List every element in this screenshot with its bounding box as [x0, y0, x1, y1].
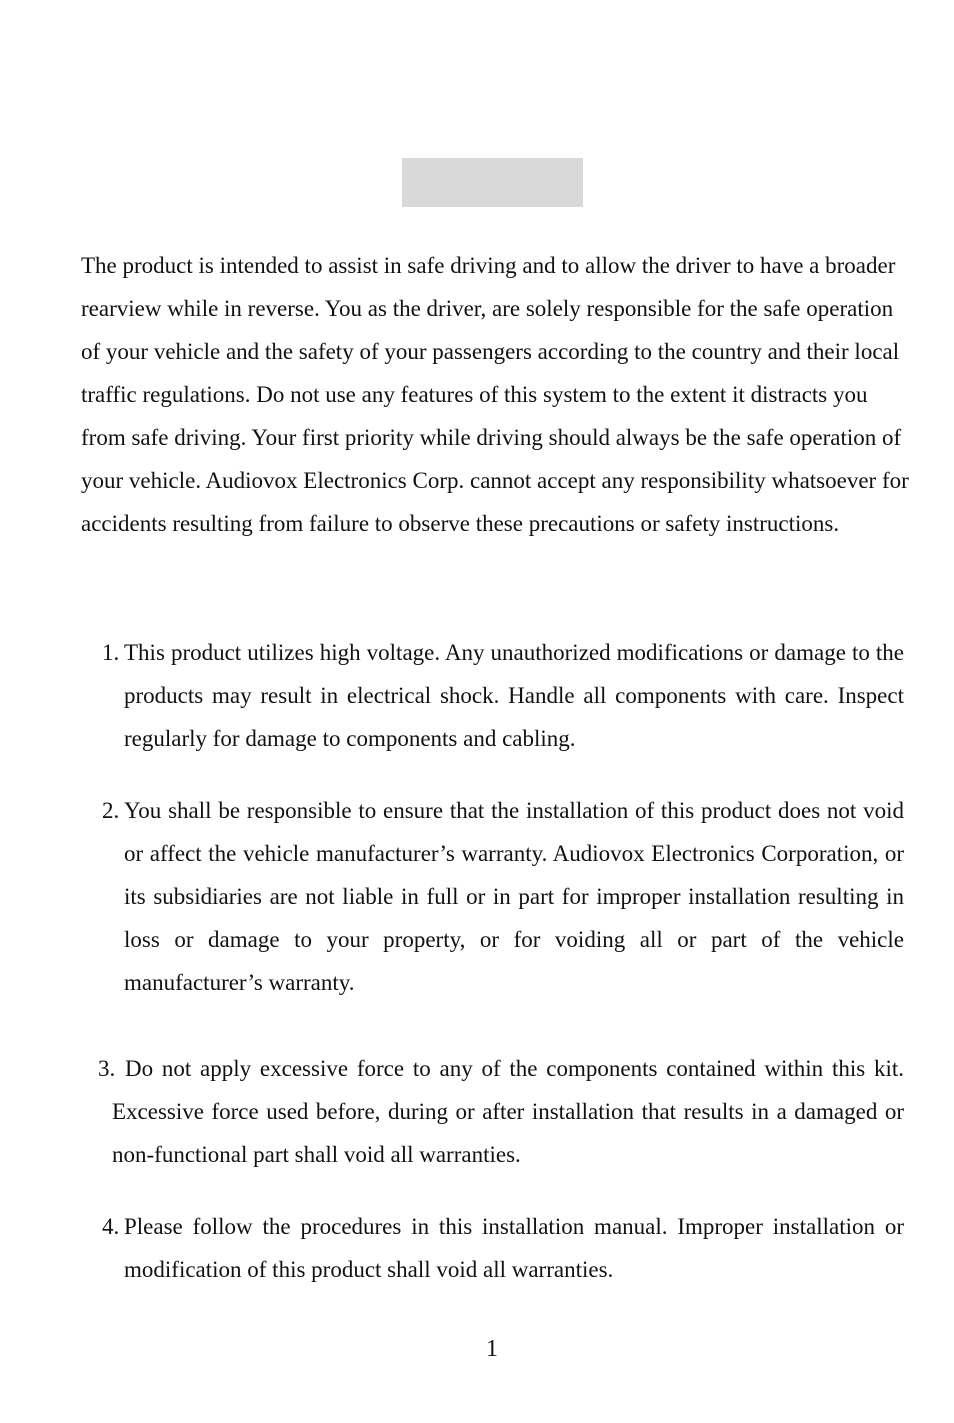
- title-placeholder-box: [402, 158, 583, 207]
- list-item: [102, 631, 904, 760]
- list-item-number: 3.: [98, 1056, 116, 1081]
- list-item: [102, 789, 904, 1004]
- list-item: [102, 1205, 904, 1291]
- list-item-text: Do not apply excessive force to any of the components contained within this kit. Excessive force used before, during or after installation that results in a damaged or non-functional part shall void all warranties.: [112, 1056, 904, 1167]
- list-item-number: 1.: [102, 640, 120, 665]
- list-item-number: 2.: [102, 798, 120, 823]
- list-item-text: This product utilizes high voltage. Any unauthorized modifications or damage to the products may result in electrical shock. Handle all components with care. Inspect regularly for damage to components and cabling.: [124, 640, 904, 751]
- list-item-number: 4.: [102, 1214, 120, 1239]
- page-number: 1: [486, 1336, 498, 1362]
- list-item-text: Please follow the procedures in this installation manual. Improper installation or modification of this product shall void all warranties.: [124, 1214, 904, 1282]
- list-item: [98, 1047, 904, 1176]
- intro-paragraph: The product is intended to assist in safe driving and to allow the driver to have a broader rearview while in reverse. You as the driver, are solely responsible for the safe operation of your vehicle and the safety of your passengers according to the country and their local traffic regulations. Do not use any features of this system to the extent it distracts you from safe driving. Your first priority while driving should always be the safe operation of your vehicle. Audiovox Electronics Corp. cannot accept any responsibility whatsoever for accidents resulting from failure to observe these precautions or safety instructions.: [81, 253, 909, 536]
- list-item-text: You shall be responsible to ensure that the installation of this product does not void or affect the vehicle manufacturer’s warranty. Audiovox Electronics Corporation, or its subsidiaries are not liable in full or in part for improper installation resulting in loss or damage to your property, or for voiding all or part of the vehicle manufacturer’s warranty.: [124, 798, 904, 995]
